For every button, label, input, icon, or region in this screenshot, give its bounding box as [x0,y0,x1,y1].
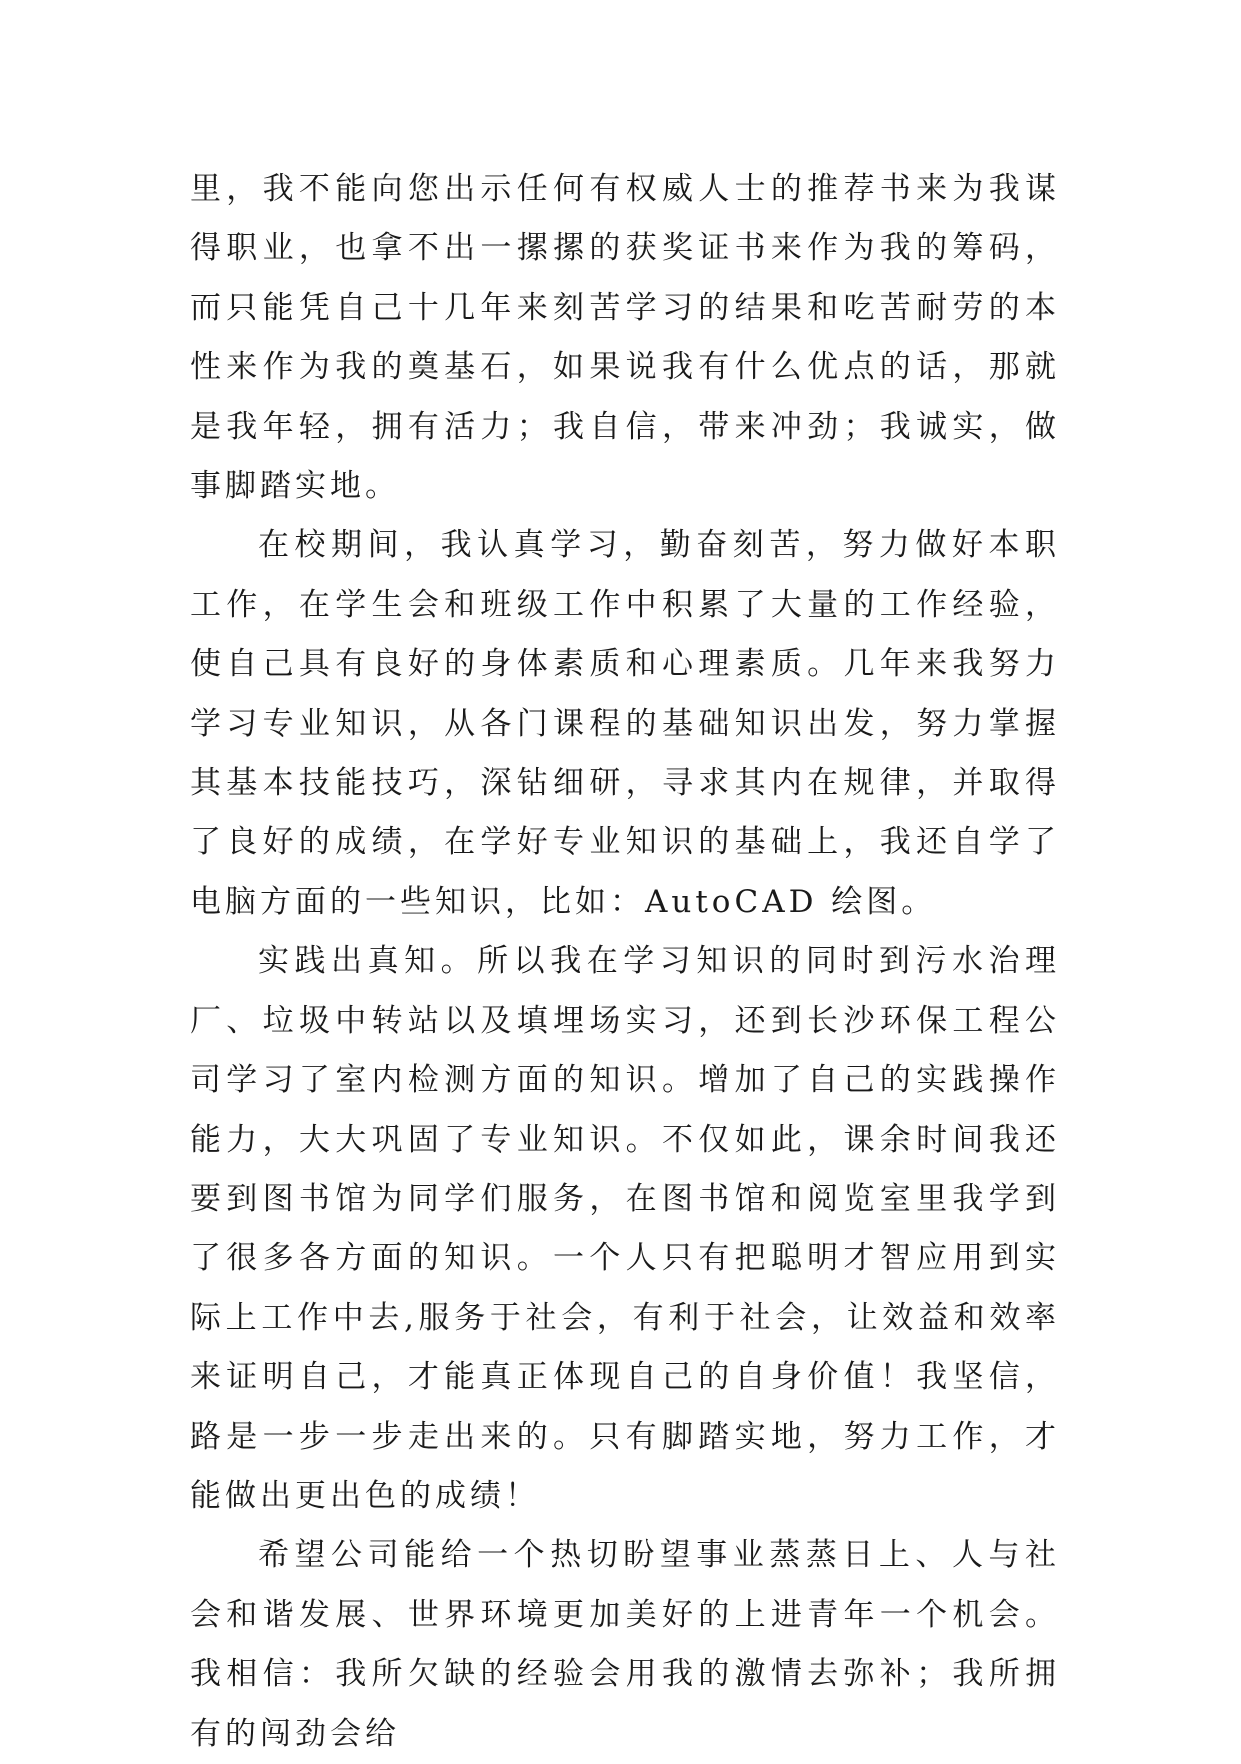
paragraph-4: 希望公司能给一个热切盼望事业蒸蒸日上、人与社会和谐发展、世界环境更加美好的上进青年一个机会。我相信：我所欠缺的经验会用我的激情去弥补；我所拥有的闯劲会给 [190,1537,1060,1752]
paragraph-3: 实践出真知。所以我在学习知识的同时到污水治理厂、垃圾中转站以及填埋场实习，还到长沙环保工程公司学习了室内检测方面的知识。增加了自己的实践操作能力，大大巩固了专业知识。不仅如此，课余时间我还要到图书馆为同学们服务，在图书馆和阅览室里我学到了很多各方面的知识。一个人只有把聪明才智应用到实际上工作中去,服务于社会，有利于社会，让效益和效率来证明自己，才能真正体现自己的自身价值！我坚信，路是一步一步走出来的。只有脚踏实地，努力工作，才能做出更出色的成绩！ [190,943,1060,1514]
paragraph-2: 在校期间，我认真学习，勤奋刻苦，努力做好本职工作，在学生会和班级工作中积累了大量的工作经验，使自己具有良好的身体素质和心理素质。几年来我努力学习专业知识，从各门课程的基础知识出发，努力掌握其基本技能技巧，深钻细研，寻求其内在规律，并取得了良好的成绩，在学好专业知识的基础上，我还自学了电脑方面的一些知识，比如：AutoCAD 绘图。 [190,527,1060,920]
body-text [190,160,1060,1764]
paragraph-1: 里，我不能向您出示任何有权威人士的推荐书来为我谋得职业，也拿不出一摞摞的获奖证书来作为我的筹码，而只能凭自己十几年来刻苦学习的结果和吃苦耐劳的本性来作为我的奠基石，如果说我有什么优点的话，那就是我年轻，拥有活力；我自信，带来冲劲；我诚实，做事脚踏实地。 [190,171,1060,505]
